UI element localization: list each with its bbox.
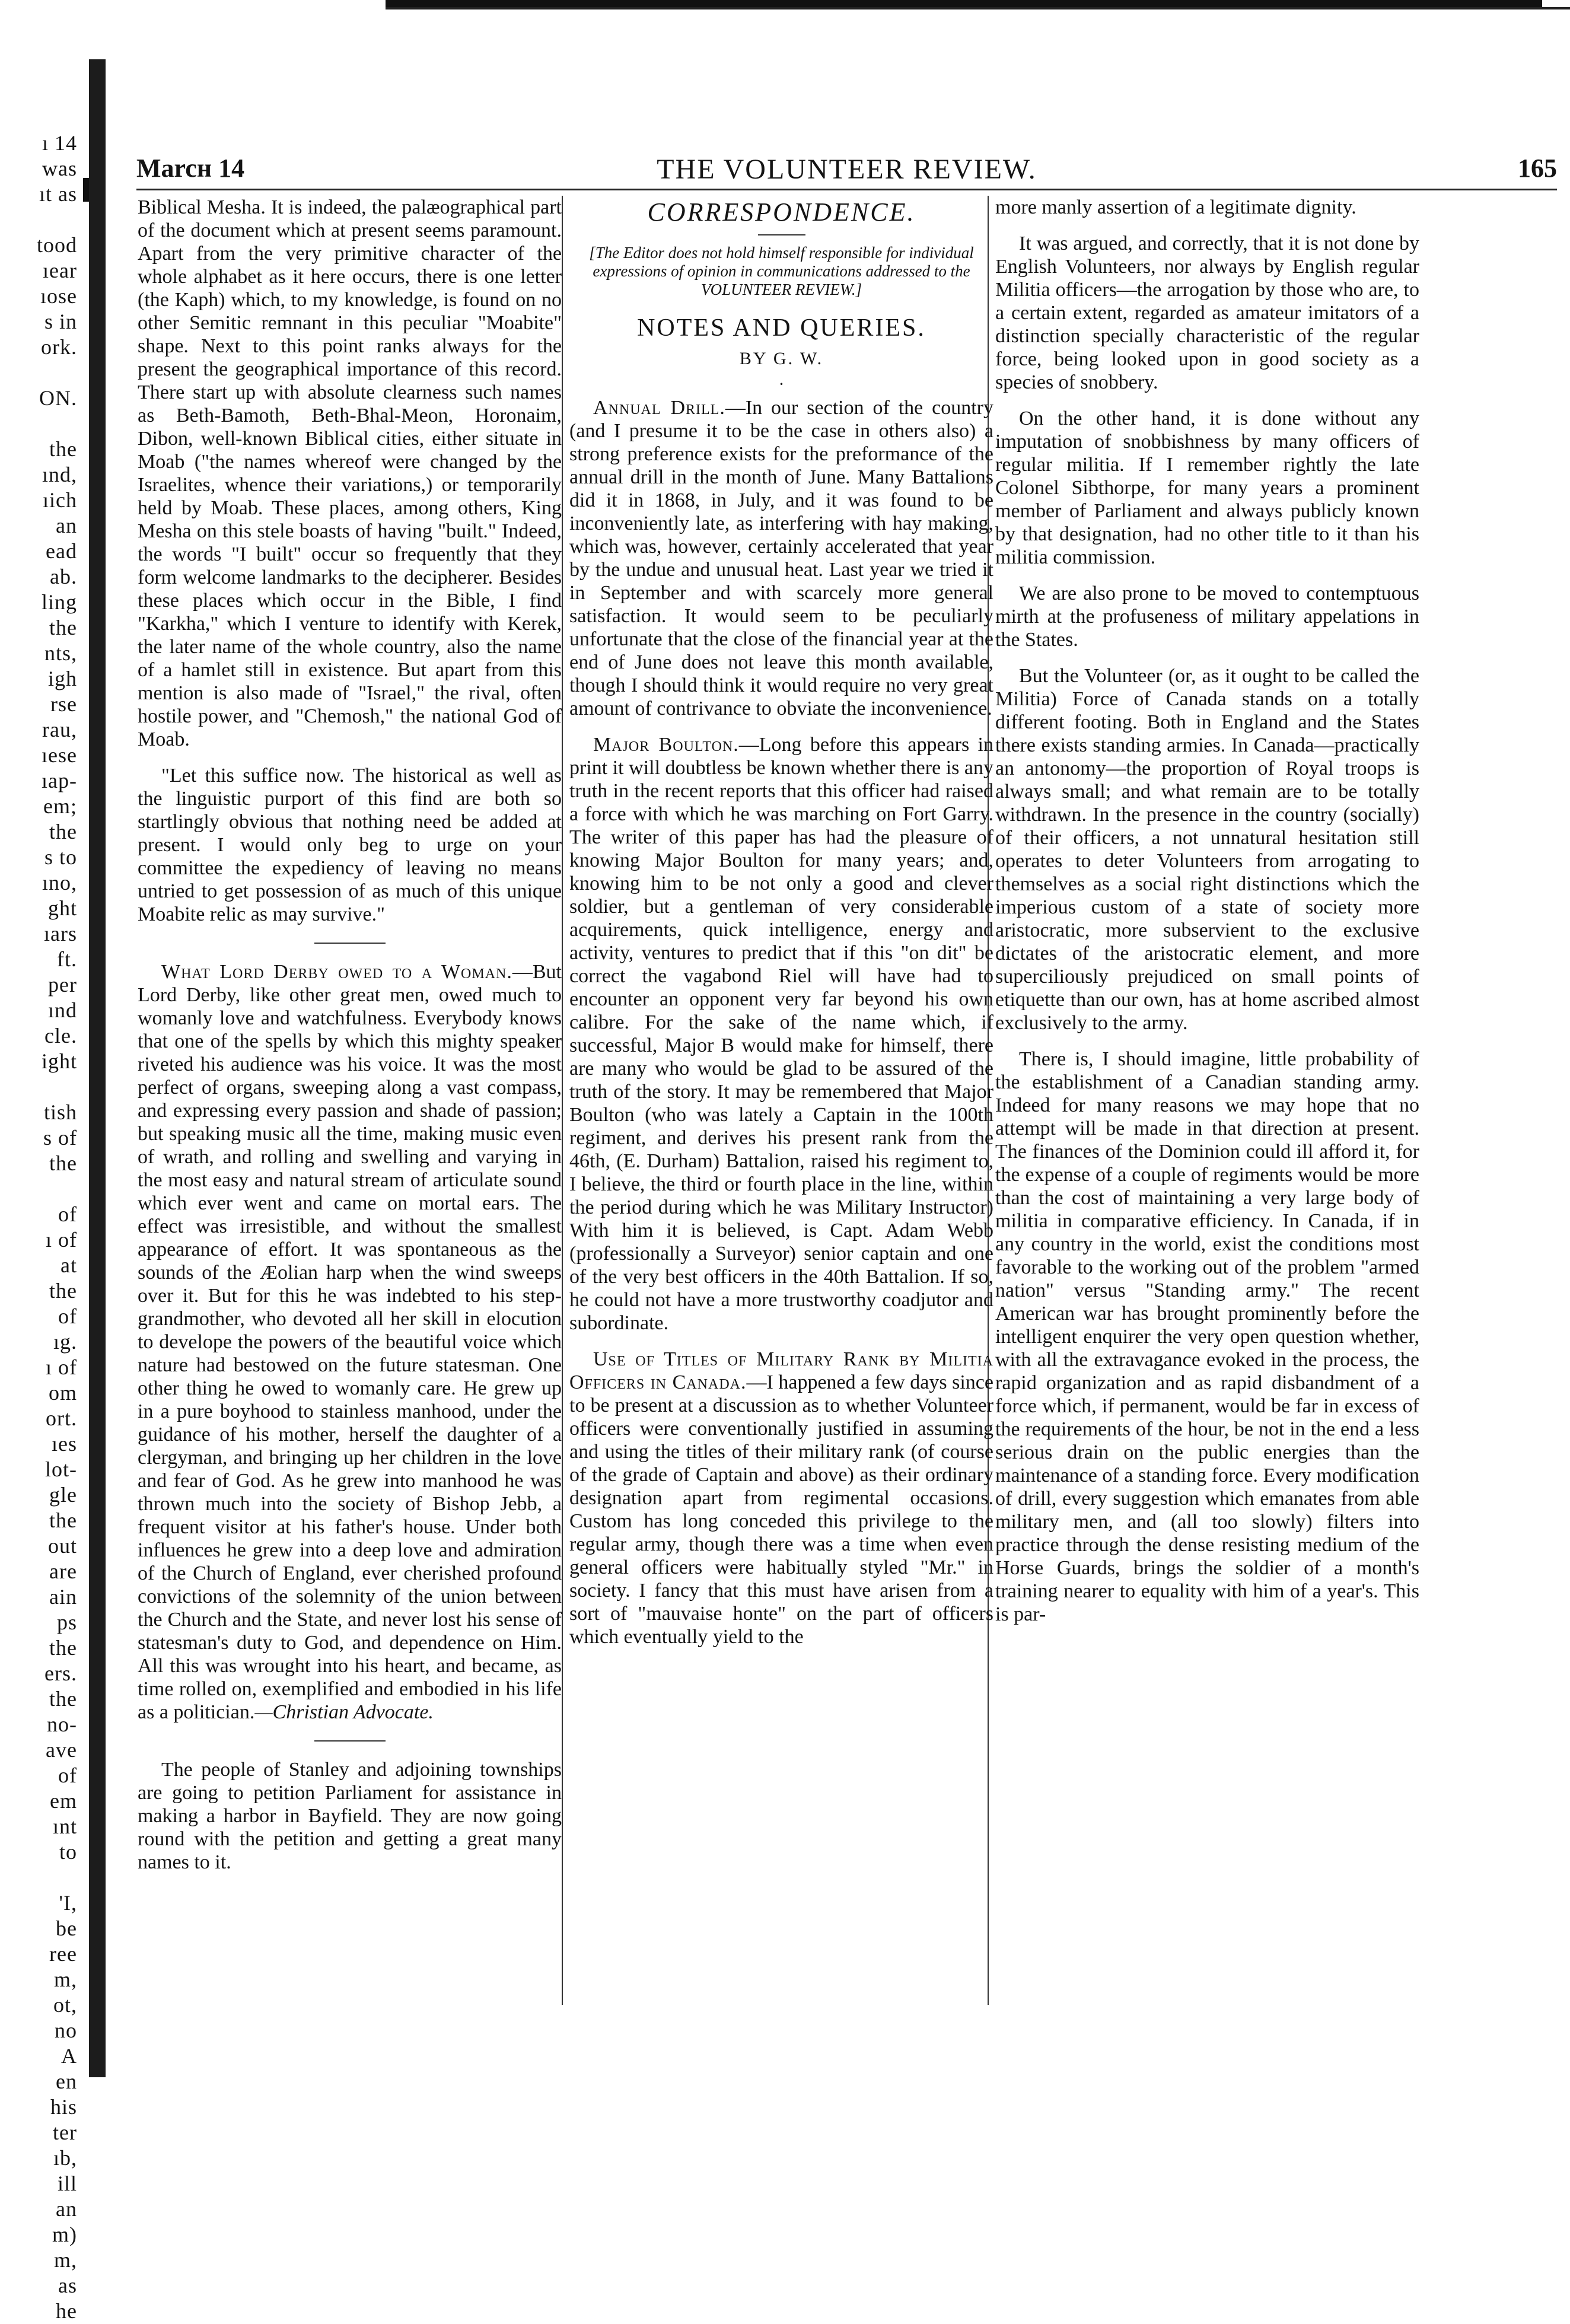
margin-fragment: ıt as (39, 182, 77, 206)
header-rule (136, 189, 1557, 190)
margin-fragment: m, (53, 2248, 77, 2272)
binding-mark (83, 178, 89, 202)
margin-fragment: tood (36, 233, 77, 257)
margin-fragment: en (56, 2070, 77, 2093)
margin-fragment: the (49, 1636, 77, 1660)
derby-article (138, 960, 562, 1724)
margin-fragment: ave (46, 1738, 77, 1762)
margin-fragment: as (58, 2274, 77, 2297)
margin-fragment: om (48, 1381, 77, 1405)
margin-fragment: s of (43, 1126, 77, 1150)
titles-continued: more manly assertion of a legitimate dignity. (995, 196, 1356, 218)
margin-fragment: s in (44, 310, 77, 333)
margin-fragment: ıes (52, 1432, 77, 1456)
margin-fragment: lot- (45, 1457, 77, 1481)
margin-fragment: ınd (47, 998, 77, 1022)
margin-fragment: 'I, (59, 1891, 77, 1915)
notes-and-queries-title: NOTES AND QUERIES. (637, 314, 926, 342)
margin-fragment: the (49, 1151, 77, 1175)
column-rule-1 (562, 196, 563, 2005)
top-edge-thin-rule (386, 7, 1570, 9)
moabite-stone-closing: "Let this suffice now. The historical as well as the linguistic purport of this find are both so startlingly obvious that nothing need be added at present. I would only beg to urge on your committee the expediency of leaving no means untried to get possession of as much of this unique Moabite relic as may survive." (138, 765, 562, 925)
margin-fragment: gle (49, 1483, 77, 1507)
adjacent-page-fragments (0, 130, 77, 2324)
margin-fragment: the (49, 616, 77, 639)
margin-fragment: ınd, (42, 463, 77, 486)
margin-fragment: the (49, 820, 77, 843)
margin-fragment: no- (47, 1712, 77, 1736)
binding-shadow (89, 59, 106, 2077)
margin-fragment: s to (44, 845, 77, 869)
page-number: 165 (1518, 154, 1557, 183)
derby-attribution: —Christian Advocate. (254, 1701, 434, 1723)
margin-fragment: of (58, 1763, 77, 1787)
margin-fragment: ıb, (53, 2146, 77, 2170)
margin-fragment: of (58, 1202, 77, 1226)
margin-fragment: ı 14 (42, 131, 77, 155)
margin-fragment: ot, (53, 1993, 77, 2017)
margin-fragment (0, 360, 77, 386)
publication-title: THE VOLUNTEER REVIEW. (657, 154, 1037, 185)
margin-fragment: ı of (46, 1355, 77, 1379)
column-1 (138, 196, 562, 1887)
page-header (136, 153, 1557, 189)
paragraph-english-volunteers: It was argued, and correctly, that it is not done by English Volunteers, nor always by English regular Militia officers—the arrogation by those who are, to a certain extent, regarded as amateur imitators of a distinction specially characteristic of the regular force, being looked upon in good society as a species of snobbery. (995, 233, 1419, 393)
margin-fragment: cle. (44, 1024, 77, 1048)
annual-drill-body: —In our section of the country (and I presume it to be the case in others also) a strong preference exists for the preformance of the annual drill in the month of June. Many Battalions did it in 1868, in July, and it was found to be inconveniently late, as interfering with hay making, which was, however, certainly accelerated that year by the undue and unusual heat. Last year we tried it in September and with scarcely more general satisfaction. It would seem to be peculiarly unfortunate that the close of the financial year at the end of June does not leave this month available, though I should think it would require no very great amount of contrivance to obviate the inconvenience. (569, 397, 994, 720)
header-date: Marcн 14 (136, 154, 245, 183)
margin-fragment: ınt (52, 1814, 77, 1838)
margin-fragment (0, 411, 77, 437)
margin-fragment: m) (52, 2223, 77, 2246)
annual-drill-item (569, 396, 993, 720)
margin-fragment: ab. (50, 565, 77, 588)
margin-fragment: ork. (41, 335, 77, 359)
margin-fragment: an (56, 2197, 77, 2221)
margin-fragment: ıich (43, 488, 77, 512)
margin-fragment: ight (41, 1049, 77, 1073)
margin-fragment: ıno, (42, 871, 77, 894)
margin-fragment: of (58, 1304, 77, 1328)
titles-of-rank-heading: Use of Titles of Military Rank by Militia Officers in Canada. (569, 1348, 993, 1393)
titles-of-rank-item (569, 1348, 993, 1648)
titles-of-rank-body: —I happened a few days since to be present at a discussion as to whether Volunteer officers were conventionally justified in assuming and using the titles of their military rank (of course of the grade of Captain and above) as their ordinary designation apart from regimental occasions. Custom has long conceded this privilege to the regular army, though there was a time when even general officers were habitually styled "Mr." in society. I fancy that this must have arisen from a sort of "mauvaise honte" on the part of officers which eventually yield to the (569, 1371, 993, 1648)
margin-fragment: ers. (44, 1661, 77, 1685)
major-boulton-heading: Major Boulton. (593, 734, 739, 756)
margin-fragment: to (59, 1840, 77, 1864)
margin-fragment: ree (49, 1942, 77, 1966)
margin-fragment: out (47, 1534, 77, 1558)
ornament-dot: · (778, 374, 785, 394)
margin-fragment: he (56, 2299, 77, 2323)
margin-fragment: ort. (46, 1406, 77, 1430)
paragraph-contemptuous-mirth: We are also prone to be moved to contemptuous mirth at the profuseness of military appelations in the States. (995, 582, 1419, 651)
margin-fragment: per (48, 973, 77, 997)
margin-fragment: ı of (46, 1228, 77, 1252)
section-divider (314, 943, 386, 944)
paragraph-volunteer-force: But the Volunteer (or, as it ought to be called the Militia) Force of Canada stands on a totally different footing. Both in England and the States there exists standing armies. In Canada—practically an antonomy—the proportion of Royal troops is always small; and what remain are to be totally withdrawn. In the presence in the country (socially) of their officers, a not unnatural hesitation still operates to deter Volunteers from arrogating to themselves as a social right distinctions which the imperious custom of a state of society more aristocratic, more subservient to the exclusive dictates of the aristocratic element, and more superciliously prejudiced on small points of etiquette than our own, has at home ascribed almost exclusively to the army. (995, 665, 1419, 1034)
margin-fragment (0, 1865, 77, 1890)
paragraph-standing-army: There is, I should imagine, little probability of the establishment of a Canadian standing army. Indeed for many reasons we may hope that no attempt will be made in that direction at present. The finances of the Dominion could ill afford it, for the expense of a couple of regiments would be more than the cost of maintaining a very large body of militia in comparative efficiency. In Canada, if in any country in the world, exist the conditions most favorable to the working out of the problem "armed nation" versus "Standing army." The recent American war has brought prominently before the intelligent enquirer the very open question whether, with all the extravagance evoked in the process, the rapid organization and as rapid disbandment of a force which, if permanent, would be far in excess of the requirements of the hour, be not in the end a less serious drain on the public energies than the maintenance of a standing force. Every modification of drill, every suggestion which emanates from able military men, and (all too slowly) filters into practice through the dense resisting medium of the Horse Guards, brings the soldier of a month's training nearer to equality with him of a year's. This is par- (995, 1048, 1419, 1625)
margin-fragment: an (56, 514, 77, 537)
title-underline (758, 234, 805, 235)
margin-fragment: ter (53, 2121, 77, 2144)
margin-fragment: rau, (42, 718, 77, 741)
derby-heading: What Lord Derby owed to a Woman. (161, 961, 512, 983)
margin-fragment: m, (53, 1968, 77, 1991)
major-boulton-body: —Long before this appears in print it will doubtless be known whether there is any truth in the recent reports that this officer had raised a force with which he was marching on Fort Garry. The writer of this paper has had the pleasure of knowing Major Boulton for many years; and, knowing him to be not only a good and clever soldier, but a gentleman of very considerable acquirements, quick intelligence, energy and activity, ventures to predict that if this "on dit" be correct the vagabond Riel will have had to encounter an opponent very far beyond his own calibre. For the sake of the name which, if successful, Major B would make for himself, there are many who would be glad to be assured of the truth of the story. It may be remembered that Major Boulton (who was lately a Captain in the 100th regiment, and derives his present rank from the 46th, (E. Durham) Battalion, raised his regiment to, I believe, the third or fourth place in the line, within the period during which he was Military Instructor) With him it is believed, is Capt. Adam Webb (professionally a Surveyor) senior captain and one of the very best officers in the 40th Battalion. If so, he could not have a more trustworthy coadjutor and subordinate. (569, 734, 993, 1334)
margin-fragment: the (49, 1279, 77, 1303)
margin-fragment: at (60, 1253, 77, 1277)
margin-fragment: ıars (44, 922, 77, 945)
annual-drill-heading: Annual Drill. (593, 397, 725, 419)
margin-fragment: his (50, 2095, 77, 2119)
margin-fragment: ill (57, 2172, 77, 2195)
margin-fragment: ıap- (42, 769, 77, 792)
margin-fragment: are (49, 1559, 77, 1583)
margin-fragment: ling (41, 590, 77, 614)
correspondence-title: CORRESPONDENCE. (647, 198, 916, 227)
margin-fragment: A (61, 2044, 77, 2068)
column-3 (995, 196, 1419, 1639)
margin-fragment: em (50, 1789, 77, 1813)
margin-fragment: igh (47, 667, 77, 690)
paragraph-other-hand: On the other hand, it is done without any imputation of snobbishness by many officers of regular militia. If I remember rightly the late Colonel Sibthorpe, for many years a prominent member of Parliament and always publicly known by that designation, had no other title to it than his militia commission. (995, 408, 1419, 568)
margin-fragment (0, 1074, 77, 1100)
column-2 (569, 196, 993, 1661)
derby-body: —But Lord Derby, like other great men, owed much to womanly love and watchfulness. Everybody knows that one of the spells by which this mighty speaker riveted his audience was his voice. It was the most perfect of organs, sweeping along a vast compass, and expressing every passion and shade of passion; but speaking music all the time, making music even of wrath, and rolling and swelling and varying in the most easy and natural stream of articulate sound which ever went and came on mortal ears. The effect was irresistible, and without the smallest appearance of effort. It was spontaneous as the sounds of the Æolian harp when the wind sweeps over it. But for this he was indebted to his step-grandmother, who devoted all her skill in elocution to develope the powers of the beautiful voice which nature had bestowed on the future statesman. One other thing he owed to womanly care. He grew up in a pure boyhood to stainless manhood, under the guidance of his mother, herself the daughter of a clergyman, and bringing up her children in the love and fear of God. As he grew into manhood he was thrown much into the society of Bishop Jebb, a frequent visitor at his father's house. Under both influences he grew into a deep love and admiration of the Church of England, ever cherished profound convictions of the solemnity of the union between the Church and the State, and never lost his sense of statesman's duty to God, and dependence on Him. All this was wrought into his heart, and became, as time rolled on, exemplified and embodied in his life as a politician. (138, 961, 562, 1723)
section-divider (314, 1740, 386, 1742)
margin-fragment: ON. (39, 386, 77, 410)
moabite-stone-continued: Biblical Mesha. It is indeed, the palæographical part of the document which at present seems paramount. Apart from the very primitive character of the whole alphabet as it here occurs, there is one letter (the Kaph) which, to my knowledge, is found on no other Semitic remnant in this peculiar "Moabite" shape. Next to this point ranks always for the present the geographical importance of this record. There start up with absolute clearness such names as Beth-Bamoth, Beth-Bhal-Meon, Horonaim, Dibon, well-known Biblical cities, either situate in Moab ("the names whereof were changed by the Israelites, whence their variations,) or temporarily held by Moab. These places, among others, King Mesha on this stele boasts of having "built." Indeed, the words "I built" occur so frequently that they form welcome landmarks to the decipherer. Besides these places which occur in the Bible, I find "Karkha," which I venture to identify with Kerek, the later name of the whole country, also the name of a hamlet still in existence. But apart from this mention is also made of "Israel," the rival, often hostile power, and "Chemosh," the national God of Moab. (138, 196, 562, 750)
stanley-harbor-item: The people of Stanley and adjoining townships are going to petition Parliament for assistance in making a harbor in Bayfield. They are now going round with the petition and getting a great many names to it. (138, 1759, 562, 1873)
margin-fragment: ıg. (53, 1330, 77, 1354)
margin-fragment: be (56, 1916, 77, 1940)
margin-fragment: nts, (44, 641, 77, 665)
margin-fragment (0, 207, 77, 233)
margin-fragment: ıear (43, 259, 77, 282)
margin-fragment: was (42, 157, 77, 180)
margin-fragment: rse (50, 692, 77, 716)
margin-fragment: the (49, 1508, 77, 1532)
margin-fragment: no (55, 2019, 77, 2042)
margin-fragment: ft. (57, 947, 77, 971)
margin-fragment: the (49, 1687, 77, 1711)
margin-fragment: ıose (40, 284, 77, 308)
margin-fragment: ıese (42, 743, 77, 767)
margin-fragment: ain (49, 1585, 77, 1609)
byline: BY G. W. (739, 349, 824, 368)
margin-fragment: ead (46, 539, 77, 563)
margin-fragment: ght (47, 896, 77, 920)
margin-fragment: ps (56, 1610, 77, 1634)
margin-fragment: tish (43, 1100, 77, 1124)
margin-fragment: em; (43, 794, 77, 818)
margin-fragment (0, 1176, 77, 1202)
major-boulton-item (569, 733, 993, 1335)
editor-disclaimer: [The Editor does not hold himself responsible for individual expressions of opinion in communications addressed to the VOLUNTEER REVIEW.] (589, 244, 974, 298)
margin-fragment: the (49, 437, 77, 461)
